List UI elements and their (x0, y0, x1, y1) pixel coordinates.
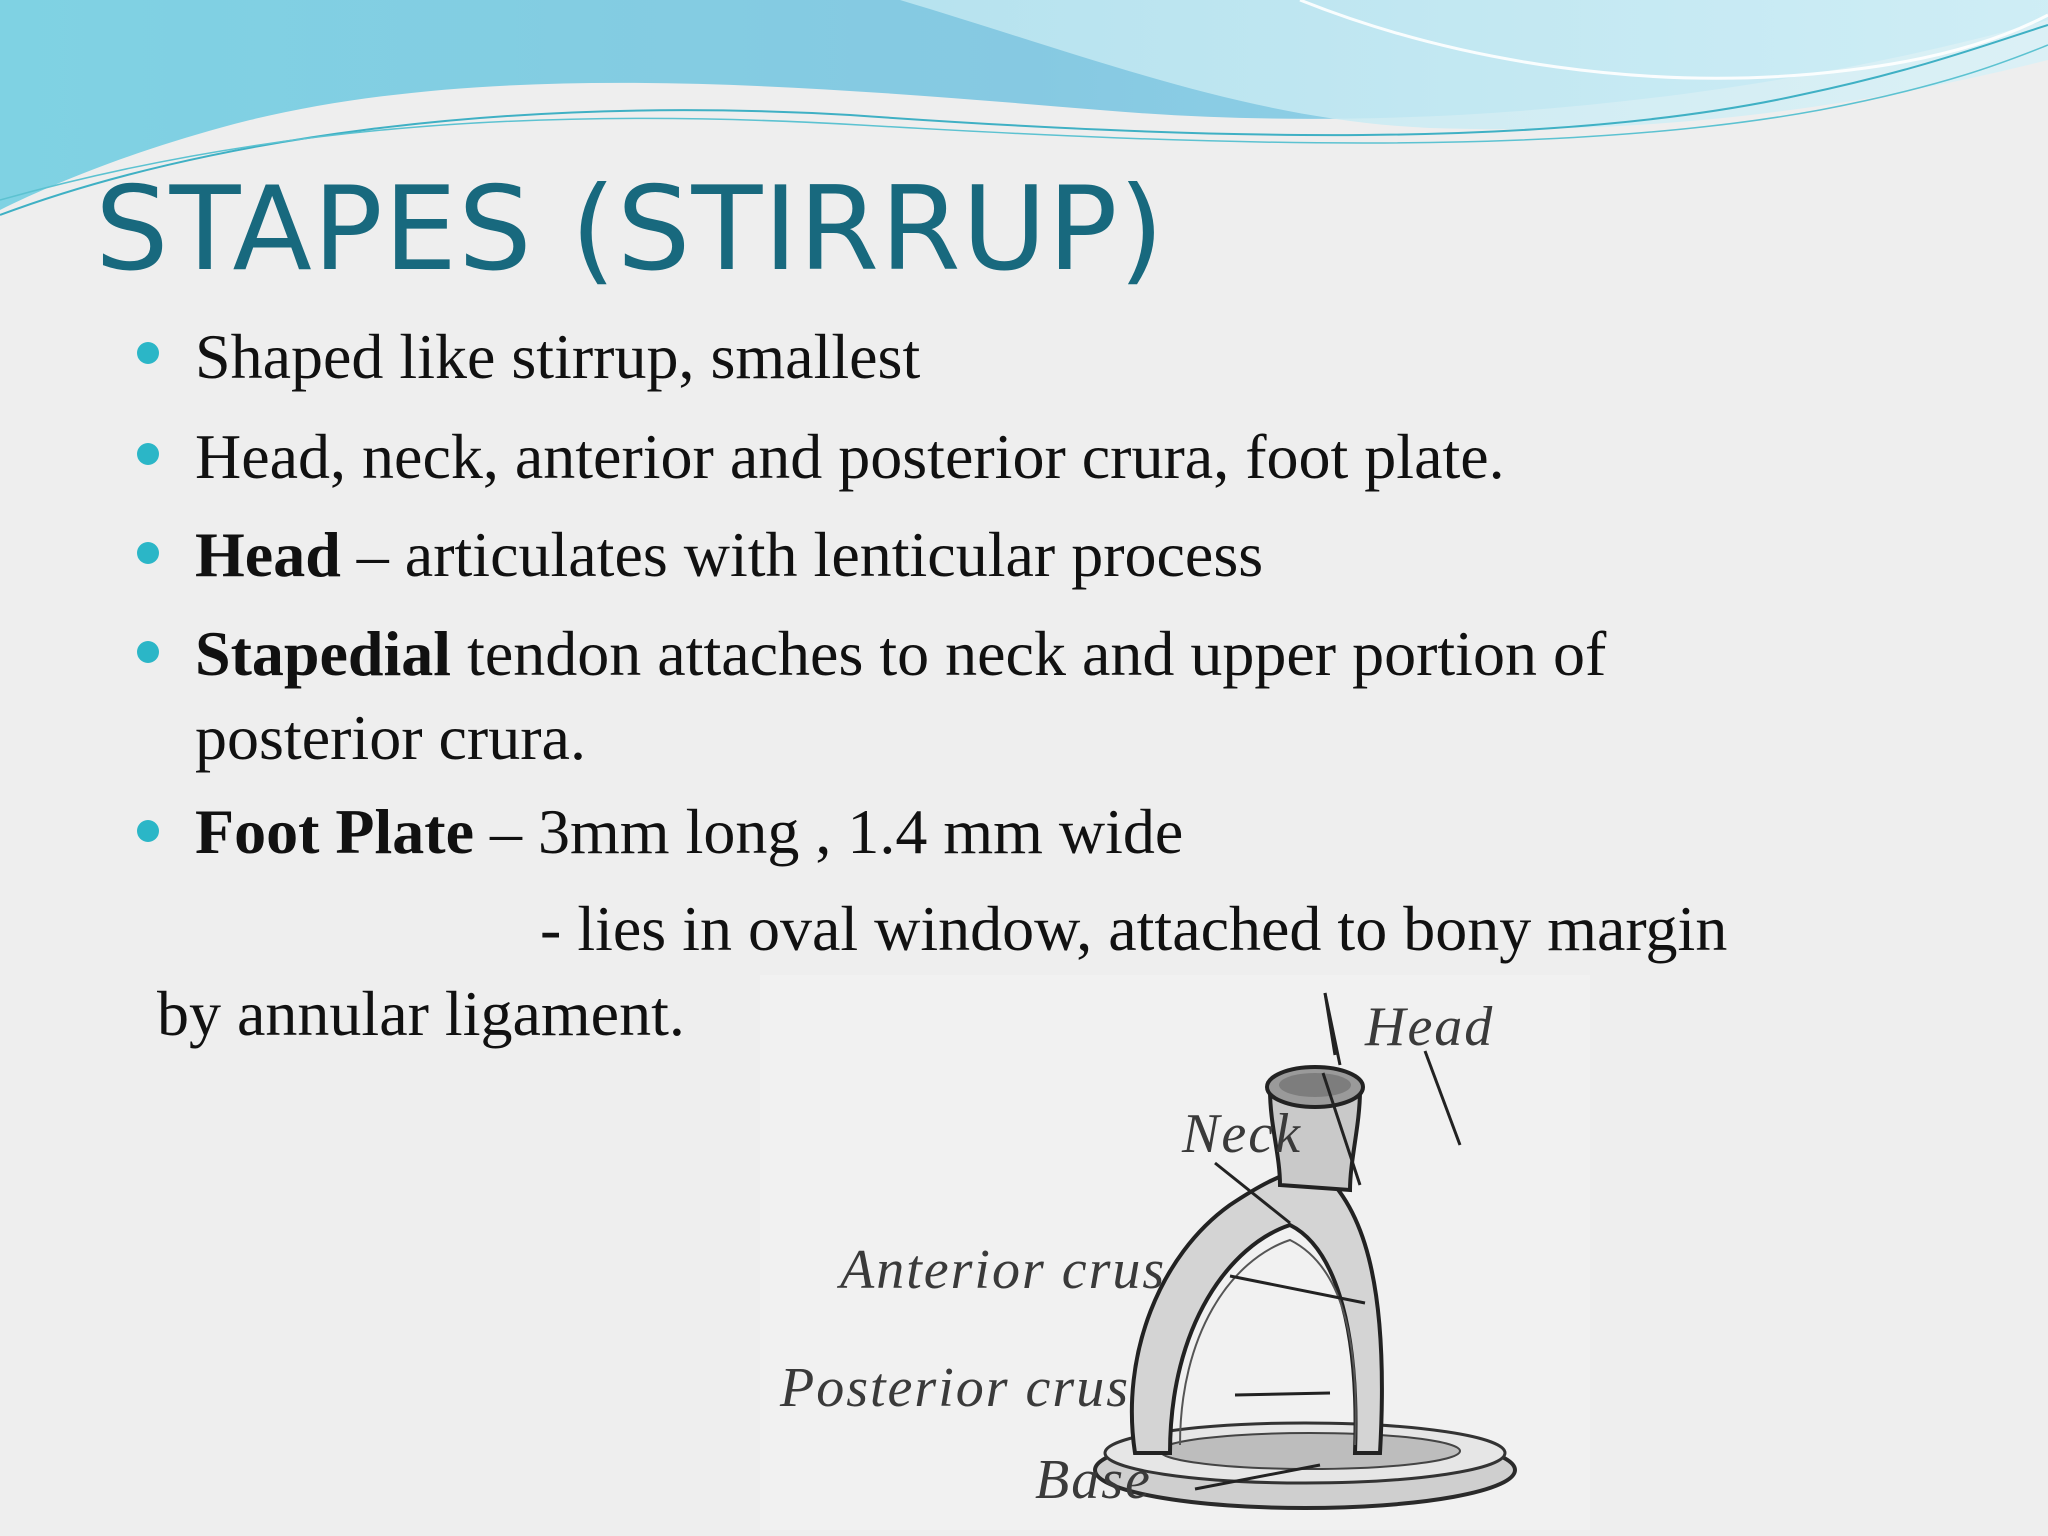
label-posterior-crus: Posterior crus (780, 1357, 1130, 1419)
bullet-icon (137, 443, 159, 465)
bullet-icon (137, 641, 159, 663)
bullet-icon (137, 820, 159, 842)
bullet-4-term: Stapedial (195, 618, 452, 689)
bullet-4-continuation: posterior crura. (195, 702, 586, 773)
bullet-4-line-1 (195, 618, 1607, 689)
bullet-icon (137, 542, 159, 564)
label-head: Head (1365, 996, 1495, 1058)
stapes-diagram (760, 975, 1590, 1530)
bullet-5-line-3 (157, 978, 685, 1049)
bullet-5-line-2 (540, 893, 1728, 964)
label-base: Base (1035, 1449, 1152, 1511)
bullet-5-line-1 (195, 796, 1184, 867)
slide-title: STAPES (STIRRUP) (95, 162, 1165, 297)
bullet-5-text: – 3mm long , 1.4 mm wide (474, 796, 1184, 867)
bullet-4-text: tendon attaches to neck and upper portion of (451, 618, 1607, 689)
bullet-3-line-1 (195, 519, 1264, 590)
label-anterior-crus: Anterior crus (840, 1239, 1167, 1301)
bullet-5-term: Foot Plate (195, 796, 474, 867)
bullet-5-continuation: - lies in oval window, attached to bony margin (540, 893, 1728, 964)
bullet-3-text: – articulates with lenticular process (340, 519, 1264, 590)
bullet-5-continuation-2: by annular ligament. (157, 978, 685, 1049)
bullet-icon (137, 342, 159, 364)
bullet-4-line-2 (195, 702, 586, 773)
label-neck: Neck (1182, 1103, 1302, 1165)
bullet-1-text: Shaped like stirrup, smallest (195, 321, 921, 392)
bullet-2-line-1 (195, 421, 1505, 492)
bullet-3-term: Head (195, 519, 341, 590)
bullet-1-line-1 (195, 321, 921, 392)
bullet-2-text: Head, neck, anterior and posterior crura, foot plate. (195, 421, 1505, 492)
posterior-crus-leader-line (1235, 1393, 1330, 1395)
